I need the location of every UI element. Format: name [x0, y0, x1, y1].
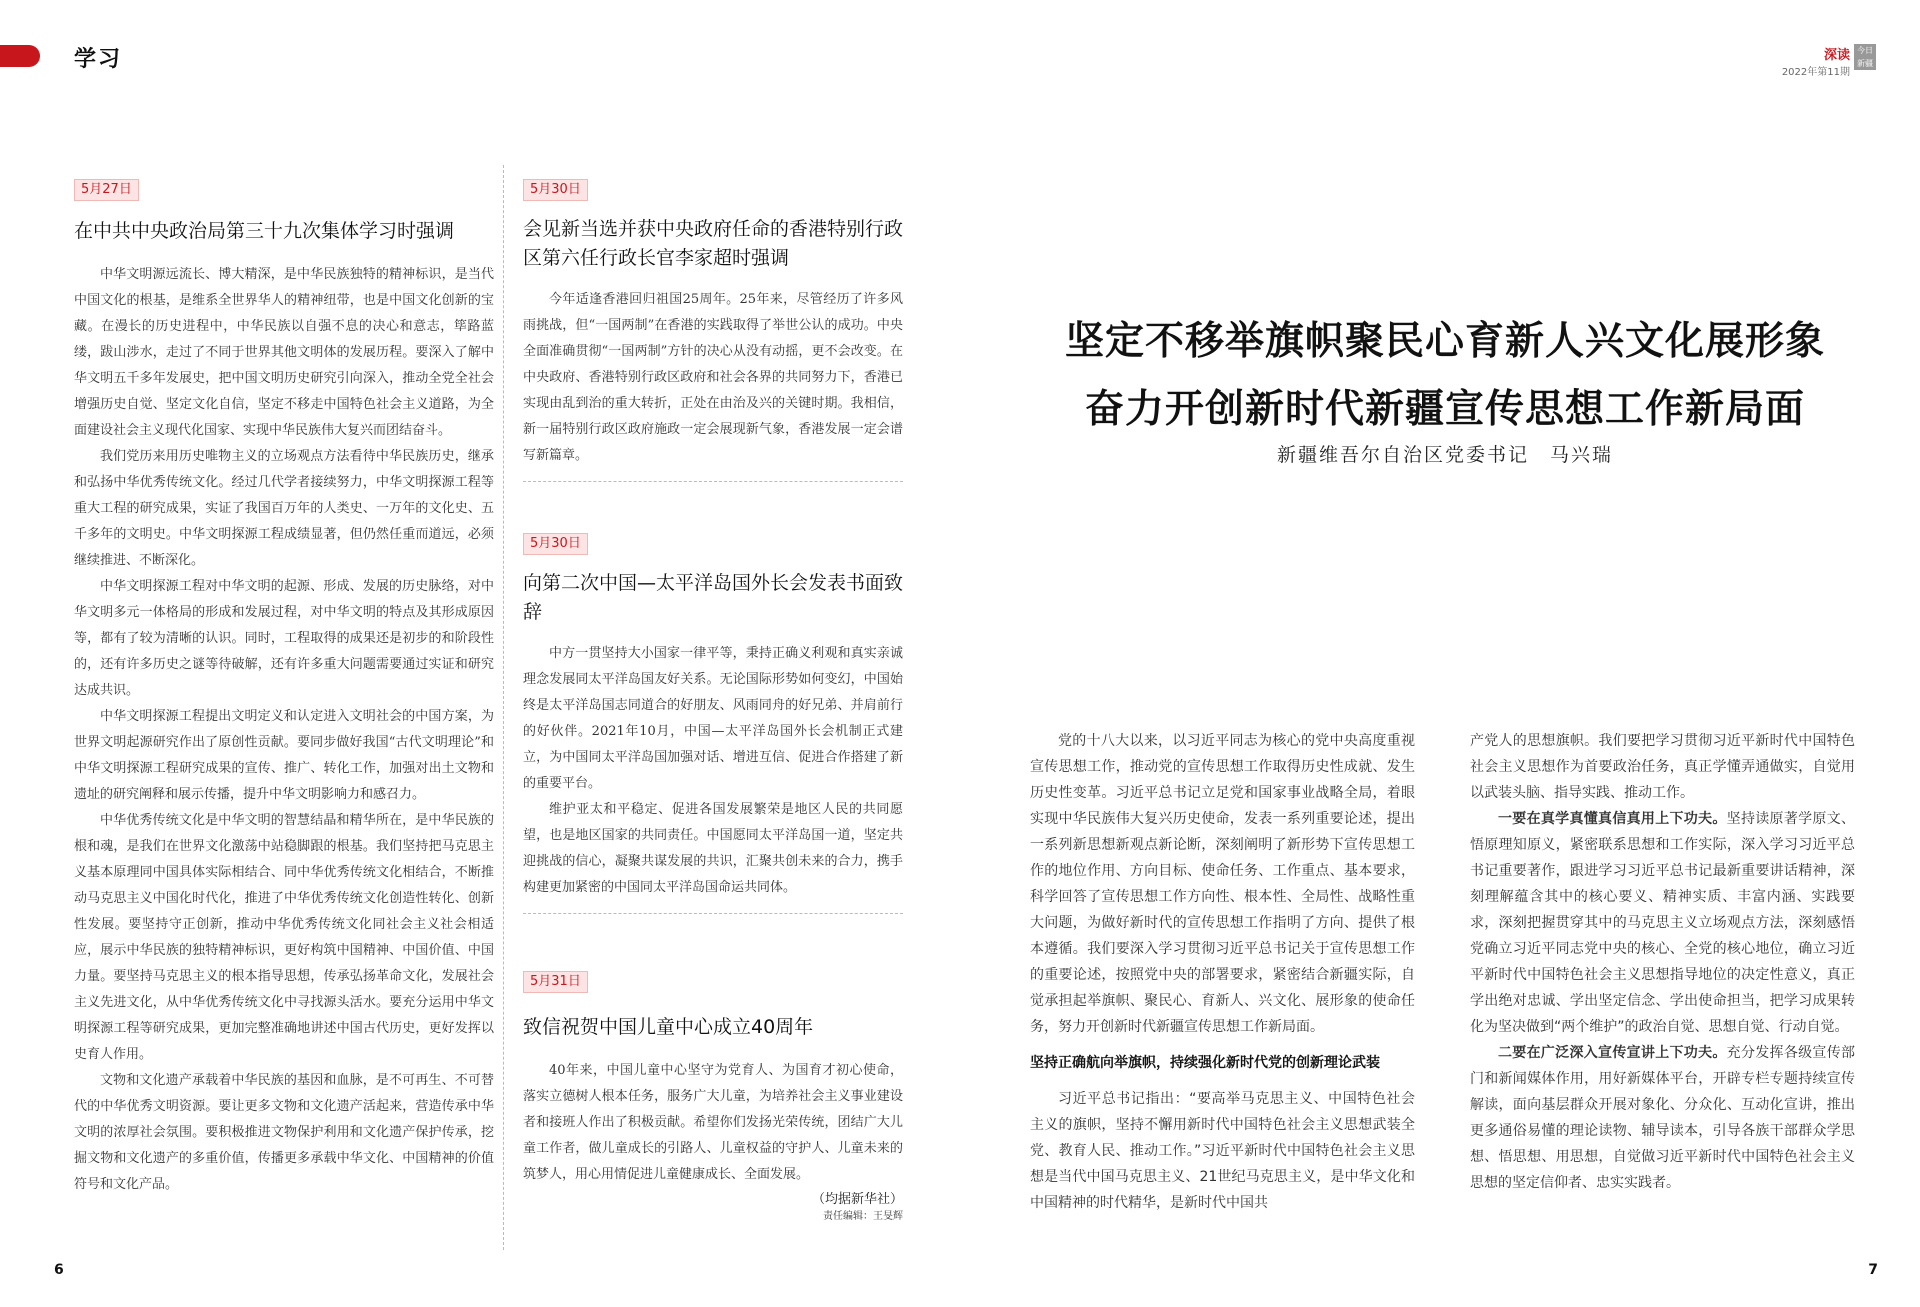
news-body	[523, 1058, 903, 1188]
paragraph: 党的十八大以来，以习近平同志为核心的党中央高度重视宣传思想工作，推动党的宣传思想工作取得历史性成就、发生历史性变革。习近平总书记立足党和国家事业战略全局，着眼实现中华民族伟大复兴历史使命，发表一系列重要论述，提出一系列新思想新观点新论断，深刻阐明了新形势下宣传思想工作的地位作用、方向目标、使命任务、工作重点、基本要求，科学回答了宣传思想工作方向性、根本性、全局性、战略性重大问题，为做好新时代的宣传思想工作指明了方向、提供了根本遵循。我们要深入学习贯彻习近平总书记关于宣传思想工作的重要论述，按照党中央的部署要求，紧密结合新疆实际，自觉承担起举旗帜、聚民心、育新人、兴文化、展形象的使命任务，努力开创新时代新疆宣传思想工作新局面。	[1030, 733, 1415, 1035]
brand-logo: 今日 新疆	[1854, 44, 1876, 70]
magazine-brand	[1782, 44, 1850, 78]
article-subheading: 坚持正确航向举旗帜，持续强化新时代党的创新理论武装	[1030, 1055, 1380, 1071]
paragraph: 中华文明探源工程对中华文明的起源、形成、发展的历史脉络，对中华文明多元一体格局的形成和发展过程，对中华文明的特点及其形成原因等，都有了较为清晰的认识。同时，工程取得的成果还是初步的和阶段性的，还有许多历史之谜等待破解，还有许多重大问题需要通过实证和研究达成共识。	[74, 579, 494, 698]
page-number-right: 7	[1868, 1262, 1878, 1278]
news-title: 会见新当选并获中央政府任命的香港特别行政区第六任行政长官李家超时强调	[523, 218, 904, 269]
paragraph-text: 坚持读原著学原文、悟原理知原义，紧密联系思想和工作实际，深入学习习近平总书记重要著作，跟进学习习近平总书记最新重要讲话精神，深刻理解蕴含其中的核心要义、精神实质、丰富内涵、实践要求，深刻把握贯穿其中的马克思主义立场观点方法，深刻感悟党确立习近平同志党中央的核心、全党的核心地位，确立习近平新时代中国特色社会主义思想指导地位的决定性意义，真正学出绝对忠诚、学出坚定信念、学出使命担当，把学习成果转化为坚决做到“两个维护”的政治自觉、思想自觉、行动自觉。	[1470, 811, 1856, 1035]
source-note: （均据新华社）	[811, 1192, 903, 1207]
paragraph: 中华文明源远流长、博大精深，是中华民族独特的精神标识，是当代中国文化的根基，是维系全世界华人的精神纽带，也是中国文化创新的宝藏。在漫长的历史进程中，中华民族以自强不息的决心和意志，筚路蓝缕，跋山涉水，走过了不同于世界其他文明体的发展历程。要深入了解中华文明五千多年发展史，把中国文明历史研究引向深入，推动全党全社会增强历史自觉、坚定文化自信，坚定不移走中国特色社会主义道路，为全面建设社会主义现代化国家、实现中华民族伟大复兴而团结奋斗。	[74, 267, 494, 438]
news-item-4	[523, 970, 903, 1222]
editor-credit: 责任编辑：王旻辉	[823, 1211, 903, 1222]
news-date: 5月30日	[523, 179, 588, 201]
paragraph	[1470, 806, 1855, 1040]
section-tab-marker	[0, 45, 40, 67]
paragraph: 40年来，中国儿童中心坚守为党育人、为国育才初心使命，落实立德树人根本任务，服务广大儿童，为培养社会主义事业建设者和接班人作出了积极贡献。希望你们发扬光荣传统，团结广大儿童工作者，做儿童成长的引路人、儿童权益的守护人、儿童未来的筑梦人，用心用情促进儿童健康成长、全面发展。	[523, 1063, 903, 1182]
paragraph: 中华文明探源工程提出文明定义和认定进入文明社会的中国方案，为世界文明起源研究作出了原创性贡献。要同步做好我国“古代文明理论”和中华文明探源工程研究成果的宣传、推广、转化工作，加强对出土文物和遗址的研究阐释和展示传播，提升中华文明影响力和感召力。	[74, 709, 494, 802]
column-divider	[503, 165, 504, 1250]
paragraph-lead: 二要在广泛深入宣传宣讲上下功夫。	[1498, 1045, 1727, 1061]
article-author: 新疆维吾尔自治区党委书记 马兴瑞	[1276, 444, 1613, 466]
page-number-left: 6	[54, 1262, 64, 1278]
separator	[523, 481, 903, 482]
section-title: 学习	[74, 47, 123, 72]
news-title: 致信祝贺中国儿童中心成立40周年	[523, 1016, 814, 1038]
article-title-line-1: 坚定不移举旗帜聚民心育新人兴文化展形象	[1064, 319, 1825, 364]
paragraph: 文物和文化遗产承载着中华民族的基因和血脉，是不可再生、不可替代的中华优秀文明资源。要让更多文物和文化遗产活起来，营造传承中华文明的浓厚社会氛围。要积极推进文物保护利用和文化遗产保护传承，挖掘文物和文化遗产的多重价值，传播更多承载中华文化、中国精神的价值符号和文化产品。	[74, 1073, 494, 1192]
brand-name: 深读	[1823, 48, 1850, 63]
news-body	[523, 287, 903, 469]
paragraph-lead: 一要在真学真懂真信真用上下功夫。	[1498, 811, 1727, 827]
separator	[523, 913, 903, 914]
news-date: 5月27日	[74, 179, 139, 201]
news-body	[523, 641, 903, 901]
paragraph: 习近平总书记指出：“要高举马克思主义、中国特色社会主义的旗帜，坚持不懈用新时代中国特色社会主义思想武装全党、教育人民、推动工作。”习近平新时代中国特色社会主义思想是当代中国马克思主义、21世纪马克思主义，是中华文化和中国精神的时代精华，是新时代中国共	[1030, 1091, 1415, 1211]
issue-number: 2022年第11期	[1781, 67, 1850, 78]
news-item-3	[523, 532, 903, 914]
news-title: 在中共中央政治局第三十九次集体学习时强调	[74, 220, 455, 242]
news-date: 5月31日	[523, 971, 588, 993]
news-date: 5月30日	[523, 533, 588, 555]
paragraph-text: 充分发挥各级宣传部门和新闻媒体作用，用好新媒体平台，开辟专栏专题持续宣传解读，面向基层群众开展对象化、分众化、互动化宣讲，推出更多通俗易懂的理论读物、辅导读本，引导各族干部群众学思想、悟思想、用思想，自觉做习近平新时代中国特色社会主义思想的坚定信仰者、忠实实践者。	[1470, 1045, 1856, 1191]
paragraph: 产党人的思想旗帜。我们要把学习贯彻习近平新时代中国特色社会主义思想作为首要政治任务，真正学懂弄通做实，自觉用以武装头脑、指导实践、推动工作。	[1470, 733, 1855, 801]
paragraph: 维护亚太和平稳定、促进各国发展繁荣是地区人民的共同愿望，也是地区国家的共同责任。中国愿同太平洋岛国一道，坚定共迎挑战的信心，凝聚共谋发展的共识，汇聚共创未来的合力，携手构建更加紧密的中国同太平洋岛国命运共同体。	[523, 802, 903, 895]
news-item-2	[523, 178, 903, 482]
article-column-1	[1030, 728, 1415, 1216]
news-item-1	[74, 178, 494, 1198]
paragraph: 今年适逢香港回归祖国25周年。25年来，尽管经历了许多风雨挑战，但“一国两制”在香港的实践取得了举世公认的成功。中央全面准确贯彻“一国两制”方针的决心从没有动摇，更不会改变。在中央政府、香港特别行政区政府和社会各界的共同努力下，香港已实现由乱到治的重大转折，正处在由治及兴的关键时期。我相信，新一届特别行政区政府施政一定会展现新气象，香港发展一定会谱写新篇章。	[523, 292, 903, 463]
article-column-2	[1470, 728, 1855, 1196]
article-title-line-2: 奋力开创新时代新疆宣传思想工作新局面	[1084, 387, 1805, 432]
paragraph: 中方一贯坚持大小国家一律平等，秉持正确义利观和真实亲诚理念发展同太平洋岛国友好关系。无论国际形势如何变幻，中国始终是太平洋岛国志同道合的好朋友、风雨同舟的好兄弟、并肩前行的好伙伴。2021年10月，中国—太平洋岛国外长会机制正式建立，为中国同太平洋岛国加强对话、增进互信、促进合作搭建了新的重要平台。	[523, 646, 903, 791]
news-title: 向第二次中国—太平洋岛国外长会发表书面致辞	[523, 572, 904, 623]
paragraph	[1470, 1040, 1855, 1196]
paragraph: 中华优秀传统文化是中华文明的智慧结晶和精华所在，是中华民族的根和魂，是我们在世界文化激荡中站稳脚跟的根基。我们坚持把马克思主义基本原理同中国具体实际相结合、同中华优秀传统文化相结合，不断推动马克思主义中国化时代化，推进了中华优秀传统文化创造性转化、创新性发展。要坚持守正创新，推动中华优秀传统文化同社会主义社会相适应，展示中华民族的独特精神标识，更好构筑中国精神、中国价值、中国力量。要坚持马克思主义的根本指导思想，传承弘扬革命文化，发展社会主义先进文化，从中华优秀传统文化中寻找源头活水。要充分运用中华文明探源工程等研究成果，更加完整准确地讲述中国古代历史，更好发挥以史育人作用。	[74, 813, 494, 1062]
paragraph: 我们党历来用历史唯物主义的立场观点方法看待中华民族历史，继承和弘扬中华优秀传统文化。经过几代学者接续努力，中华文明探源工程等重大工程的研究成果，实证了我国百万年的人类史、一万年的文化史、五千多年的文明史。中华文明探源工程成绩显著，但仍然任重而道远，必须继续推进、不断深化。	[74, 449, 494, 568]
news-body	[74, 262, 494, 1198]
